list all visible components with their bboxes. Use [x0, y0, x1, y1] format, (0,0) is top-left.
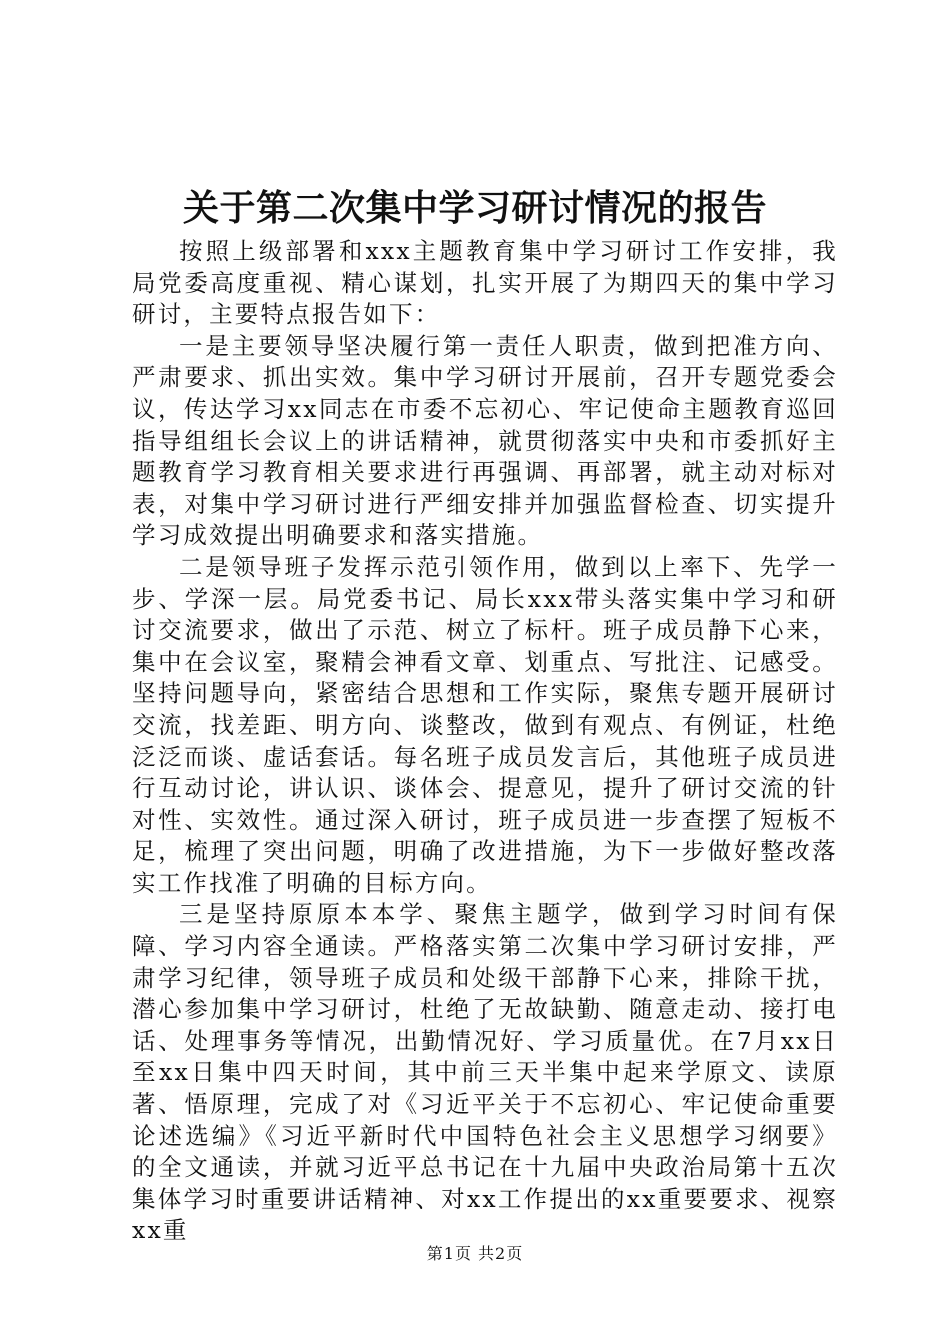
paragraph-point-one: 一是主要领导坚决履行第一责任人职责，做到把准方向、严肃要求、抓出实效。集中学习研讨开展前，召开专题党委会议，传达学习xx同志在市委不忘初心、牢记使命主题教育巡回指导组组长会议上的讲话精神，就贯彻落实中央和市委抓好主题教育学习教育相关要求进行再强调、再部署，就主动对标对表，对集中学习研讨进行严细安排并加强监督检查、切实提升学习成效提出明确要求和落实措施。: [132, 331, 838, 550]
document-title: 关于第二次集中学习研讨情况的报告: [182, 187, 767, 229]
paragraph-point-two: 二是领导班子发挥示范引领作用，做到以上率下、先学一步、学深一层。局党委书记、局长xxx带头落实集中学习和研讨交流要求，做出了示范、树立了标杆。班子成员静下心来，集中在会议室，聚精会神看文章、划重点、写批注、记感受。坚持问题导向，紧密结合思想和工作实际，聚焦专题开展研讨交流，找差距、明方向、谈整改，做到有观点、有例证，杜绝泛泛而谈、虚话套话。每名班子成员发言后，其他班子成员进行互动讨论，讲认识、谈体会、提意见，提升了研讨交流的针对性、实效性。通过深入研讨，班子成员进一步查摆了短板不足，梳理了突出问题，明确了改进措施，为下一步做好整改落实工作找准了明确的目标方向。: [132, 552, 838, 897]
paragraph-intro: 按照上级部署和xxx主题教育集中学习研讨工作安排，我局党委高度重视、精心谋划，扎实开展了为期四天的集中学习研讨，主要特点报告如下：: [132, 237, 838, 329]
document-body: [132, 236, 838, 1247]
page-number-footer: 第1页 共2页: [426, 1244, 524, 1263]
paragraph-point-three: 三是坚持原原本本学、聚焦主题学，做到学习时间有保障、学习内容全通读。严格落实第二次集中学习研讨安排，严肃学习纪律，领导班子成员和处级干部静下心来，排除干扰，潜心参加集中学习研讨，杜绝了无故缺勤、随意走动、接打电话、处理事务等情况，出勤情况好、学习质量优。在7月xx日至xx日集中四天时间，其中前三天半集中起来学原文、读原著、悟原理，完成了对《习近平关于不忘初心、牢记使命重要论述选编》《习近平新时代中国特色社会主义思想学习纲要》的全文通读，并就习近平总书记在十九届中央政治局第十五次集体学习时重要讲话精神、对xx工作提出的xx重要要求、视察xx重: [132, 900, 838, 1245]
